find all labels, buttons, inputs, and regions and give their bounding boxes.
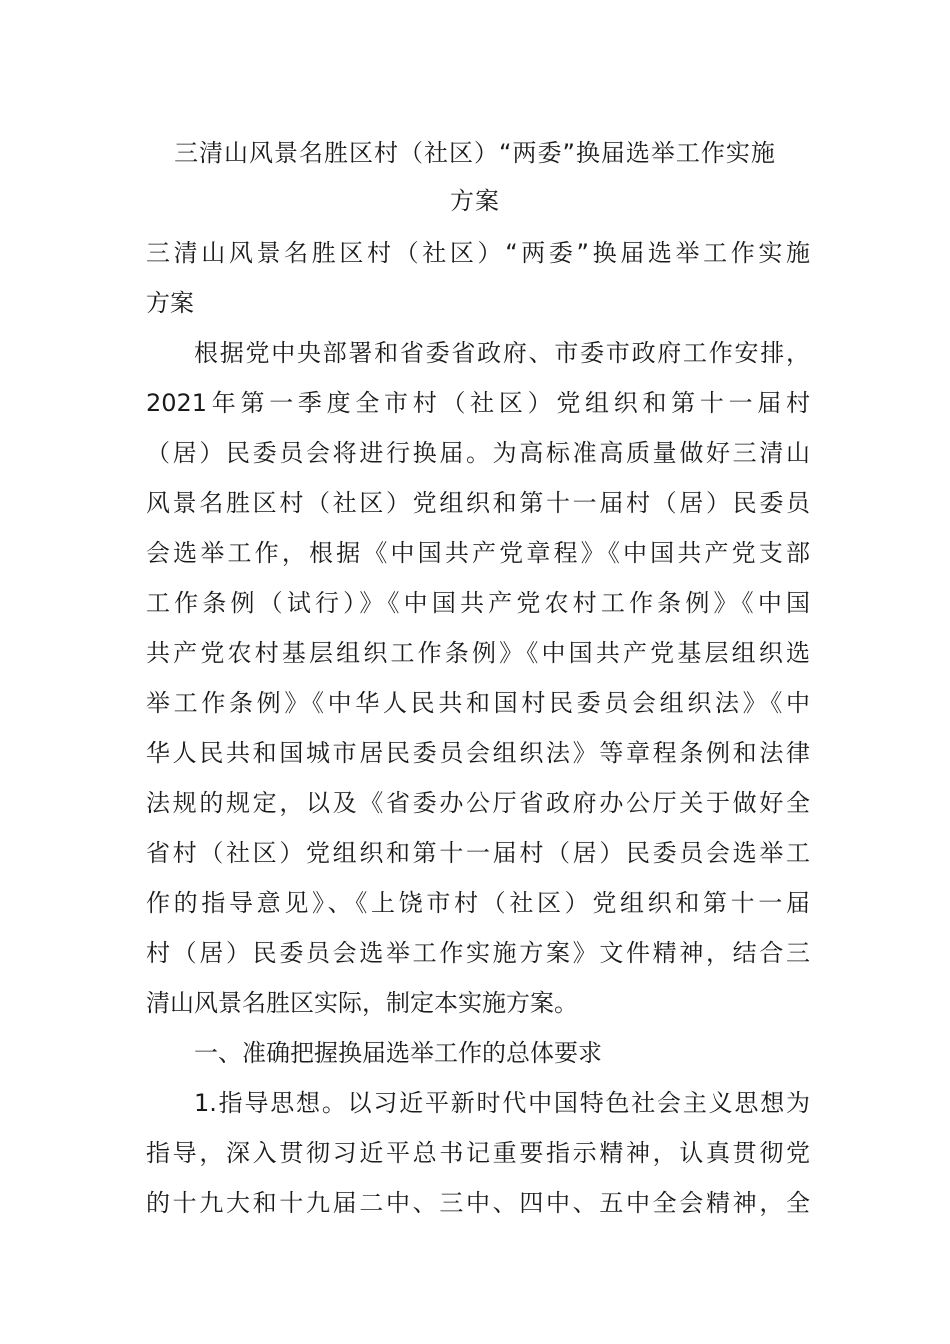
paragraph-1-line: 工作条例（试行）》《中国共产党农村工作条例》《中国 xyxy=(146,589,810,617)
section-1-heading: 一、准确把握换届选举工作的总体要求 xyxy=(194,1039,602,1067)
paragraph-1-line: 根据党中央部署和省委省政府、市委市政府工作安排， xyxy=(194,339,810,367)
paragraph-1-line: 会选举工作，根据《中国共产党章程》《中国共产党支部 xyxy=(146,539,810,567)
document-title-line-1: 三清山风景名胜区村（社区）“两委”换届选举工作实施 xyxy=(174,139,776,167)
paragraph-1-line: （居）民委员会将进行换届。为高标准高质量做好三清山 xyxy=(146,439,810,467)
paragraph-1-line: 2021年第一季度全市村（社区）党组织和第十一届村 xyxy=(146,389,810,417)
paragraph-1-line: 村（居）民委员会选举工作实施方案》文件精神，结合三 xyxy=(146,939,810,967)
paragraph-2-line: 1.指导思想。以习近平新时代中国特色社会主义思想为 xyxy=(194,1089,810,1117)
paragraph-1-line: 省村（社区）党组织和第十一届村（居）民委员会选举工 xyxy=(146,839,810,867)
paragraph-2-line: 指导，深入贯彻习近平总书记重要指示精神，认真贯彻党 xyxy=(146,1139,810,1167)
paragraph-1-line: 华人民共和国城市居民委员会组织法》等章程条例和法律 xyxy=(146,739,810,767)
paragraph-1-line: 作的指导意见》、《上饶市村（社区）党组织和第十一届 xyxy=(146,889,810,917)
paragraph-1-line: 举工作条例》《中华人民共和国村民委员会组织法》《中 xyxy=(146,689,810,717)
document-title-line-2: 方案 xyxy=(450,187,500,215)
paragraph-1-line: 清山风景名胜区实际，制定本实施方案。 xyxy=(146,989,578,1017)
paragraph-1-line: 共产党农村基层组织工作条例》《中国共产党基层组织选 xyxy=(146,639,810,667)
subtitle-line-1: 三清山风景名胜区村（社区）“两委”换届选举工作实施 xyxy=(146,239,810,267)
paragraph-1-line: 法规的规定，以及《省委办公厅省政府办公厅关于做好全 xyxy=(146,789,810,817)
subtitle-line-2: 方案 xyxy=(146,289,194,317)
paragraph-2-line: 的十九大和十九届二中、三中、四中、五中全会精神，全 xyxy=(146,1189,810,1217)
paragraph-1-line: 风景名胜区村（社区）党组织和第十一届村（居）民委员 xyxy=(146,489,810,517)
